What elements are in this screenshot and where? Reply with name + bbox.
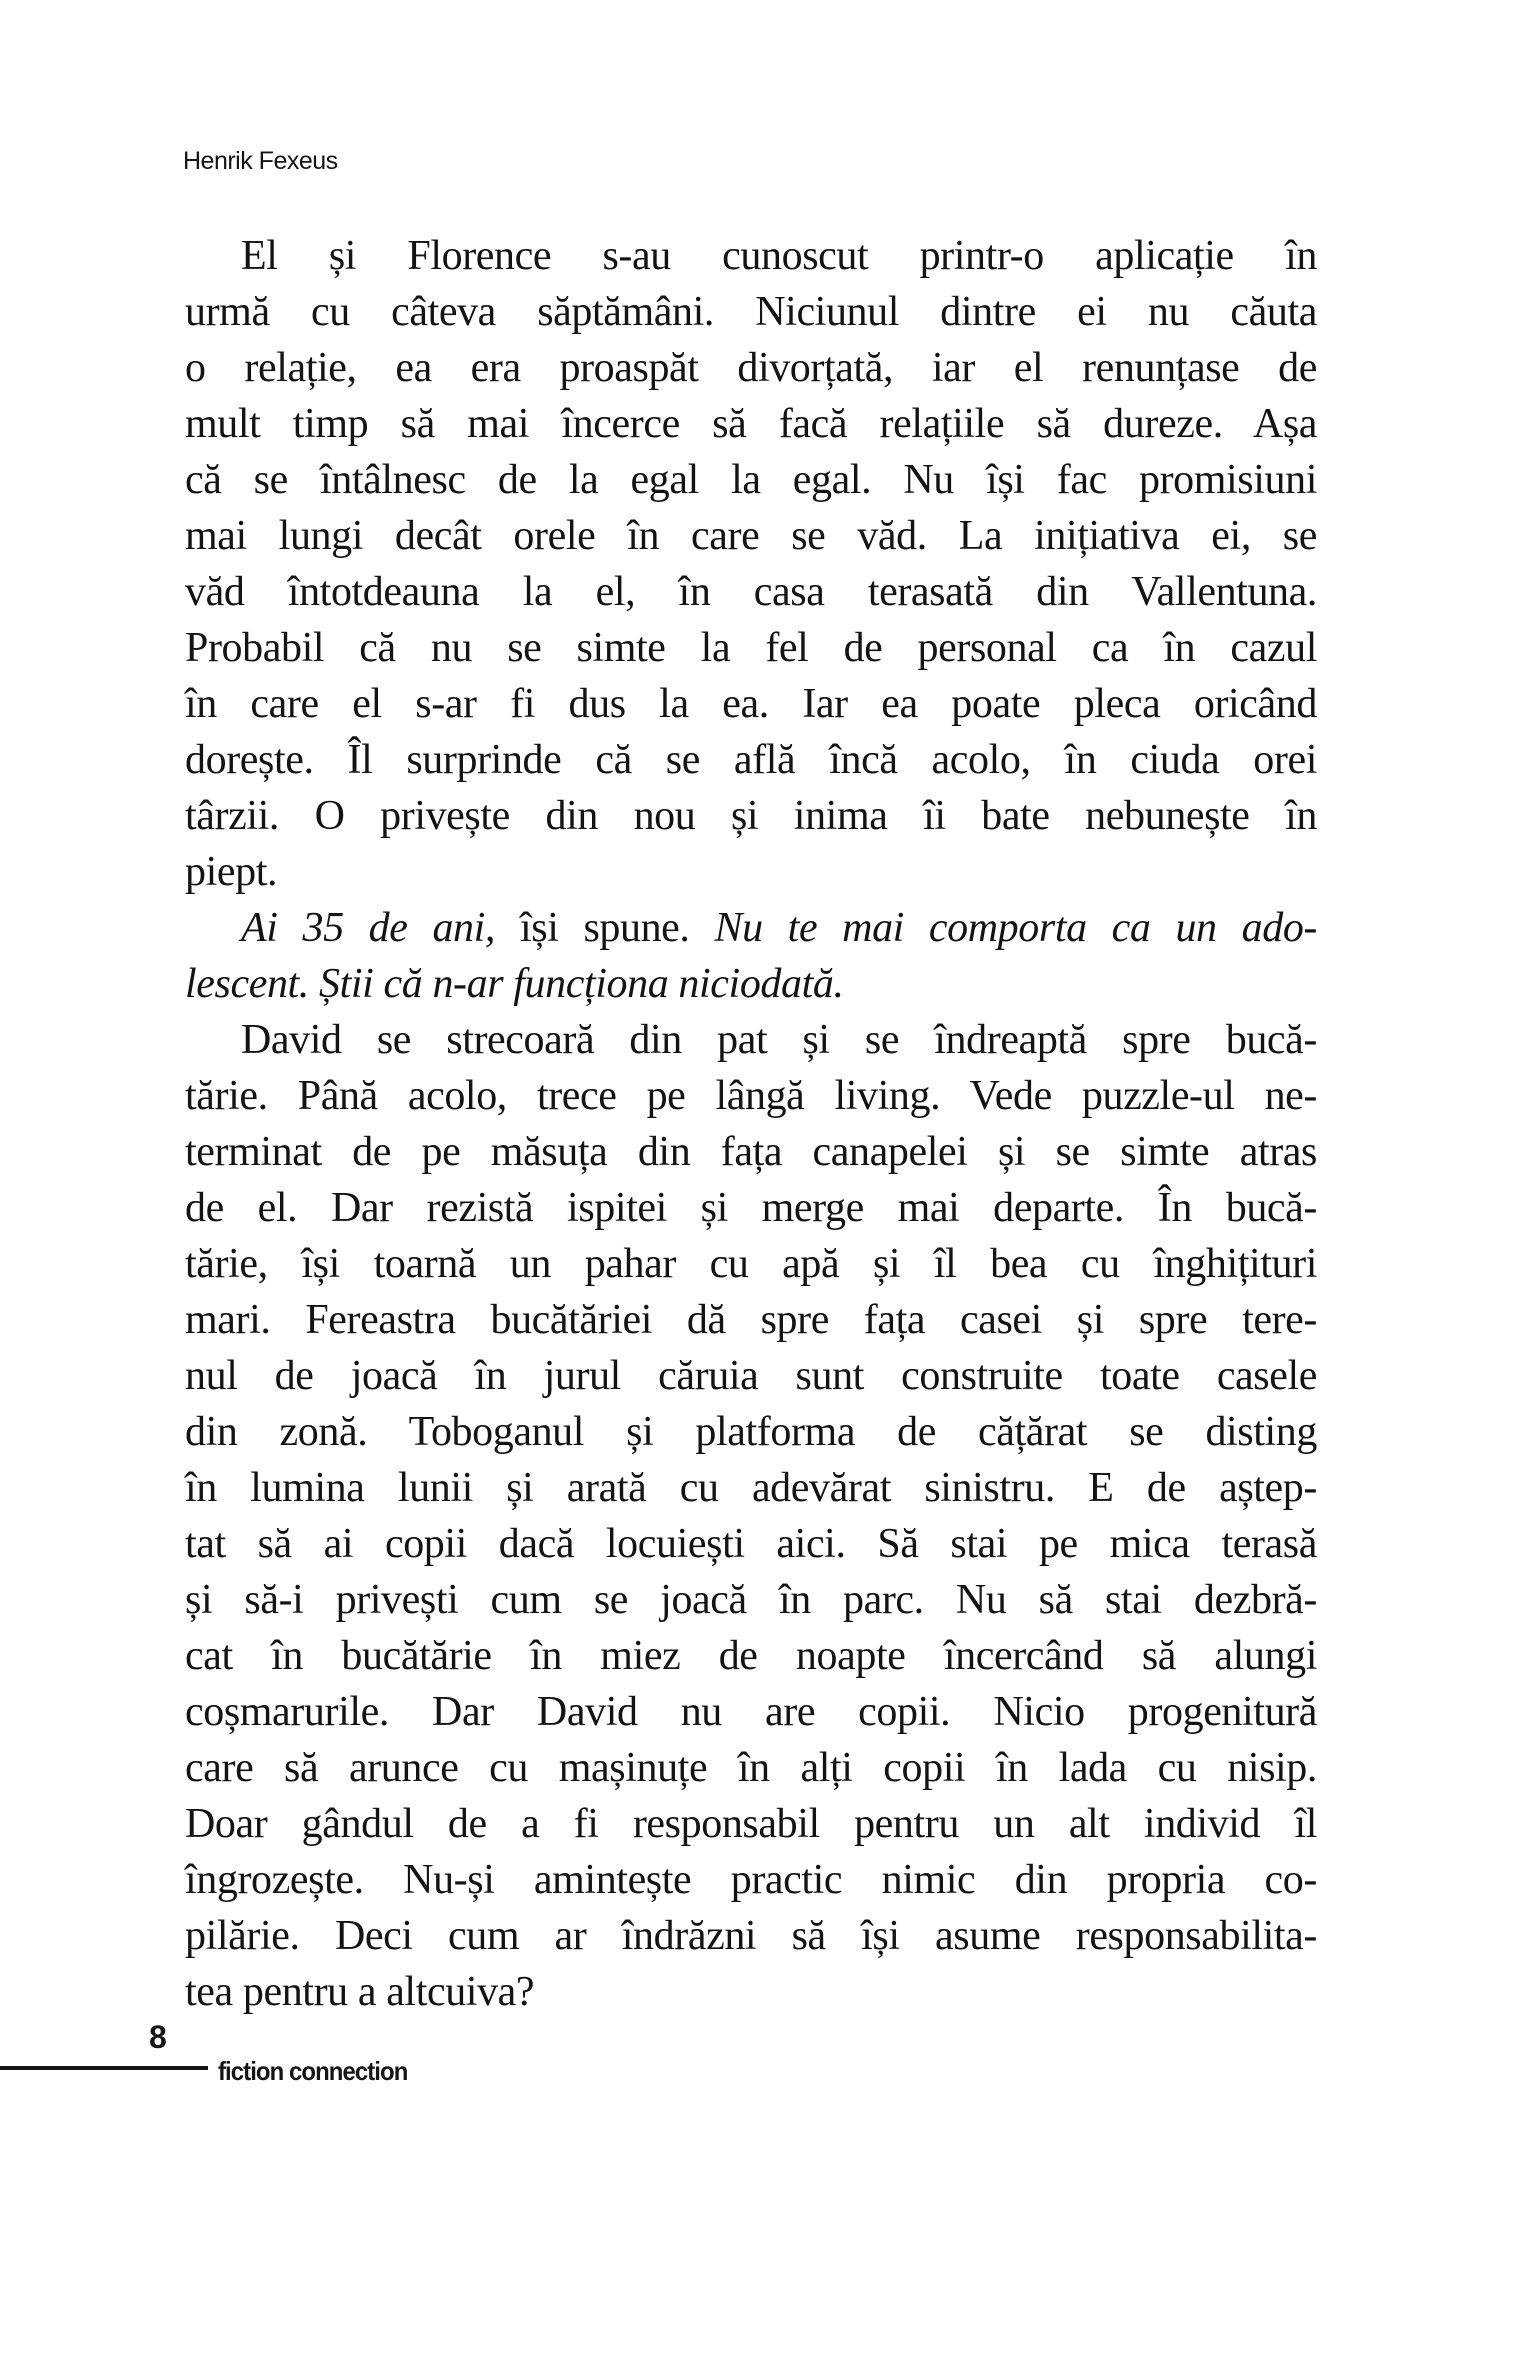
inner-thought-text: Ai 35 de ani, xyxy=(241,905,496,951)
text-line: El și Florence s-au cunoscut printr-o aplicație în xyxy=(241,233,1317,279)
text-line: târzii. O privește din nou și inima îi bate nebunește în xyxy=(185,793,1317,839)
text-line: lescent. Știi că n-ar funcționa niciodată. xyxy=(185,961,844,1007)
text-line: mari. Fereastra bucătăriei dă spre fața casei și spre tere- xyxy=(185,1297,1317,1343)
text-line: dorește. Îl surprinde că se află încă acolo, în ciuda orei xyxy=(185,737,1317,783)
text-line: în care el s-ar fi dus la ea. Iar ea poate pleca oricând xyxy=(185,681,1317,727)
text-line: că se întâlnesc de la egal la egal. Nu își fac promisiuni xyxy=(185,457,1317,503)
text-line: David se strecoară din pat și se îndreaptă spre bucă- xyxy=(241,1017,1317,1063)
text-line: îngrozește. Nu-și amintește practic nimic din propria co- xyxy=(185,1857,1317,1903)
page-number: 8 xyxy=(149,2019,167,2055)
text-line: coșmarurile. Dar David nu are copii. Nicio progenitură xyxy=(185,1689,1317,1735)
paragraph-1 xyxy=(185,228,1317,900)
text-line: tărie, își toarnă un pahar cu apă și îl bea cu înghițituri xyxy=(185,1241,1317,1287)
text-line: și să-i privești cum se joacă în parc. Nu să stai dezbră- xyxy=(185,1577,1317,1623)
text-line xyxy=(185,900,1317,956)
text-line: tat să ai copii dacă locuiești aici. Să stai pe mica terasă xyxy=(185,1521,1317,1567)
text-line: terminat de pe măsuța din fața canapelei și se simte atras xyxy=(185,1129,1317,1175)
text-line: o relație, ea era proaspăt divorțată, iar el renunțase de xyxy=(185,345,1317,391)
text-line: de el. Dar rezistă ispitei și merge mai departe. În bucă- xyxy=(185,1185,1317,1231)
text-line: în lumina lunii și arată cu adevărat sinistru. E de aștep- xyxy=(185,1465,1317,1511)
text-line: nul de joacă în jurul căruia sunt construite toate casele xyxy=(185,1353,1317,1399)
dialogue-tag-text: își spune. xyxy=(495,905,715,951)
text-line: pilărie. Deci cum ar îndrăzni să își asume responsabilita- xyxy=(185,1913,1317,1959)
text-line: tea pentru a altcuiva? xyxy=(185,1969,535,2015)
text-line: care să arunce cu mașinuțe în alți copii în lada cu nisip. xyxy=(185,1745,1317,1791)
text-line: Doar gândul de a fi responsabil pentru un alt individ îl xyxy=(185,1801,1317,1847)
text-line: Probabil că nu se simte la fel de personal ca în cazul xyxy=(185,625,1317,671)
text-line: urmă cu câteva săptămâni. Niciunul dintre ei nu căuta xyxy=(185,289,1317,335)
paragraph-2-inner-thought xyxy=(185,900,1317,1012)
running-header-author: Henrik Fexeus xyxy=(183,147,338,175)
footer-rule xyxy=(0,2066,208,2070)
text-line: tărie. Până acolo, trece pe lângă living. Vede puzzle-ul ne- xyxy=(185,1073,1317,1119)
imprint-label: fiction connection xyxy=(218,2056,408,2086)
text-line: din zonă. Toboganul și platforma de cățărat se disting xyxy=(185,1409,1317,1455)
text-line: mai lungi decât orele în care se văd. La inițiativa ei, se xyxy=(185,513,1317,559)
text-line: piept. xyxy=(185,849,278,895)
body-text xyxy=(185,228,1317,2020)
inner-thought-text: Nu te mai comporta ca un ado- xyxy=(714,905,1318,951)
text-line: văd întotdeauna la el, în casa terasată din Vallentuna. xyxy=(185,569,1317,615)
text-line: cat în bucătărie în miez de noapte încercând să alungi xyxy=(185,1633,1317,1679)
paragraph-3 xyxy=(185,1012,1317,2020)
text-line: mult timp să mai încerce să facă relațiile să dureze. Așa xyxy=(185,401,1317,447)
